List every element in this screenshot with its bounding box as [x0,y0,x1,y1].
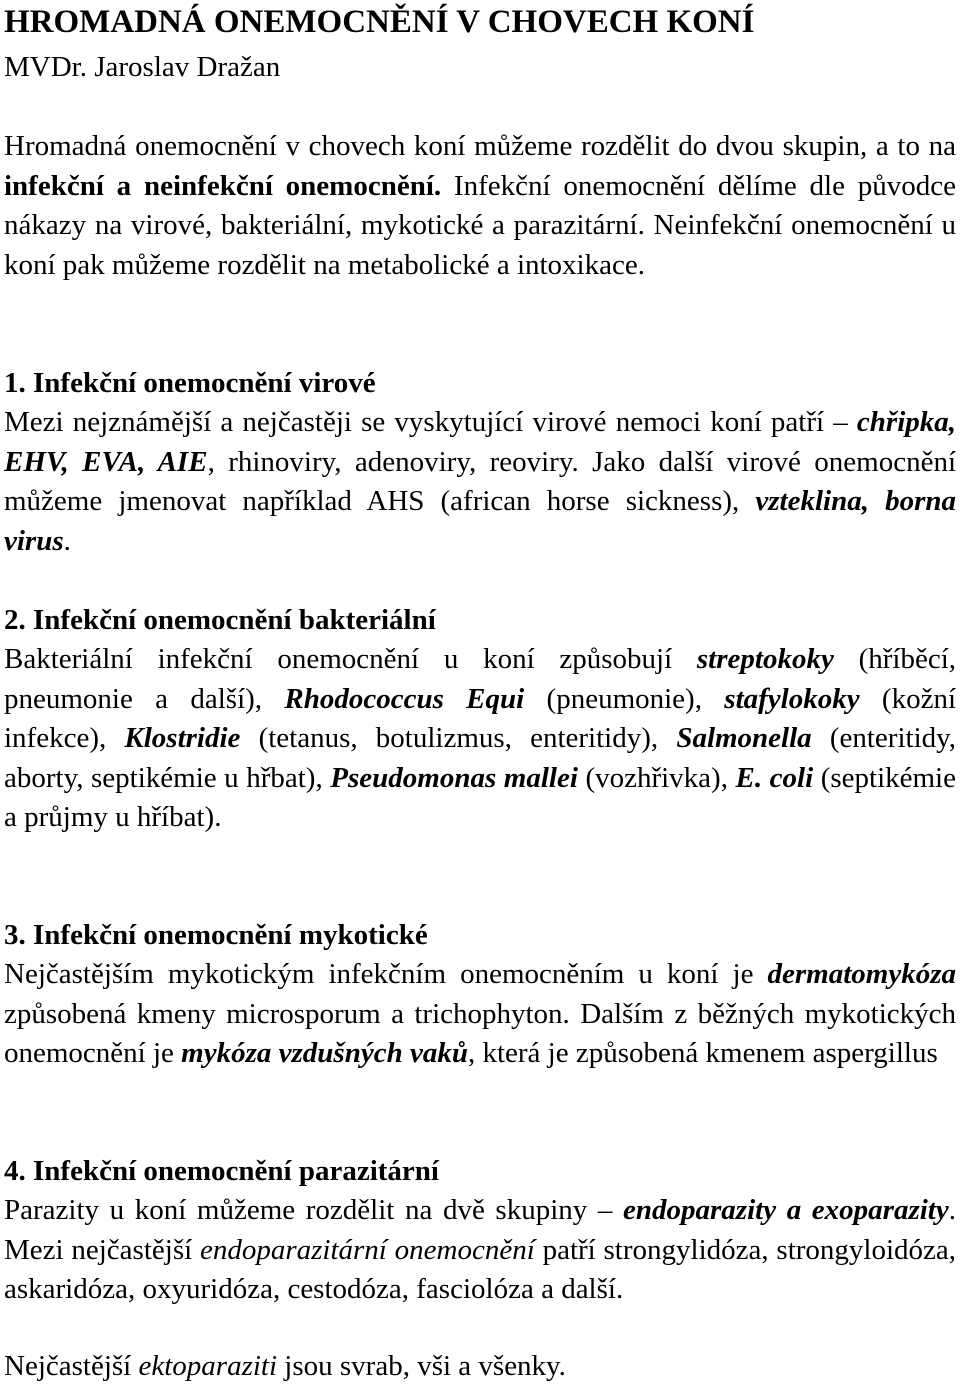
s4-italic-2: ektoparaziti [138,1350,278,1382]
s1-emph-1: chřipka, EHV, EVA, AIE [4,406,956,478]
s2-text-6: (enteritidy, aborty, septikémie u hřbat), [4,722,956,794]
s2-emph-4: Klostridie [124,722,241,754]
s3-text-1: Nejčastějším mykotickým infekčním onemocněním u koní je [4,958,768,990]
s1-text-1: Mezi nejznámější a nejčastěji se vyskytující virové nemoci koní patří – [4,406,857,438]
s2-text-3: (pneumonie), [524,682,725,715]
intro-bold-1: infekční a neinfekční onemocnění. [4,169,442,202]
s4-text-4: Nejčastější [4,1350,139,1382]
s4-text-5: jsou svrab, vši a všenky. [277,1350,566,1382]
s2-emph-6: Pseudomonas mallei [330,761,578,794]
s4-text-1: Parazity u koní můžeme rozdělit na dvě skupiny – [4,1194,624,1226]
s2-text-2: (hříběcí, pneumonie a další), [4,643,956,715]
s2-text-8: (septikémie a průjmy u hříbat). [4,761,956,833]
section-1-paragraph [4,403,956,561]
section-2-heading: 2. Infekční onemocnění bakteriální [4,604,436,636]
section-3-heading: 3. Infekční onemocnění mykotické [4,919,428,951]
s4-text-3: patří strongylidóza, strongyloidóza, askaridóza, oxyuridóza, cestodóza, fasciolóza a další. [4,1233,957,1305]
s2-text-4: (kožní infekce), [4,682,956,754]
s3-text-3: , která je způsobená kmenem aspergillus [467,1037,938,1069]
s2-text-5: (tetanus, botulizmus, enteritidy), [240,722,677,754]
intro-text-2: Infekční onemocnění dělíme dle původce nákazy na virové, bakteriální, mykotické a parazitární. Neinfekční onemocnění u koní pak můžeme rozdělit na metabolické a intoxikace. [4,169,957,281]
s1-text-3: . [63,524,71,557]
s2-emph-3: stafylokoky [724,682,860,715]
section-3-paragraph [4,955,956,1074]
s4-italic-1: endoparazitární onemocnění [199,1233,535,1266]
s2-emph-1: streptokoky [696,643,834,675]
s1-text-2: , rhinoviry, adenoviry, reoviry. Jako další virové onemocnění můžeme jmenovat například AHS (african horse sickness), [4,445,956,517]
s4-emph-1: endoparazity a exoparazity [623,1194,949,1226]
s1-emph-2: vzteklina, borna virus [4,485,956,557]
document-title: HROMADNÁ ONEMOCNĚNÍ V CHOVECH KONÍ [4,4,755,40]
s2-text-1: Bakteriální infekční onemocnění u koní způsobují [4,643,697,675]
intro-text-1: Hromadná onemocnění v chovech koní můžeme rozdělit do dvou skupin, a to na [4,130,956,162]
s3-emph-1: dermatomykóza [767,958,956,990]
s3-text-2: způsobená kmeny microsporum a trichophyton. Dalším z běžných mykotických onemocnění je [4,997,956,1069]
s2-text-7: (vozhřivka), [577,761,736,794]
s2-emph-2: Rhodococcus Equi [284,682,525,715]
intro-paragraph [4,127,956,285]
s3-emph-2: mykóza vzdušných vaků [181,1037,468,1069]
s2-emph-7: E. coli [735,761,814,794]
section-4-last-line [4,1347,956,1387]
s4-text-2: . Mezi nejčastější [4,1194,956,1266]
section-1-heading: 1. Infekční onemocnění virové [4,367,376,399]
s2-emph-5: Salmonella [676,722,812,754]
section-4-heading: 4. Infekční onemocnění parazitární [4,1155,439,1187]
section-4-paragraph [4,1191,956,1310]
section-2-paragraph [4,640,956,838]
document-author: MVDr. Jaroslav Dražan [4,51,281,83]
